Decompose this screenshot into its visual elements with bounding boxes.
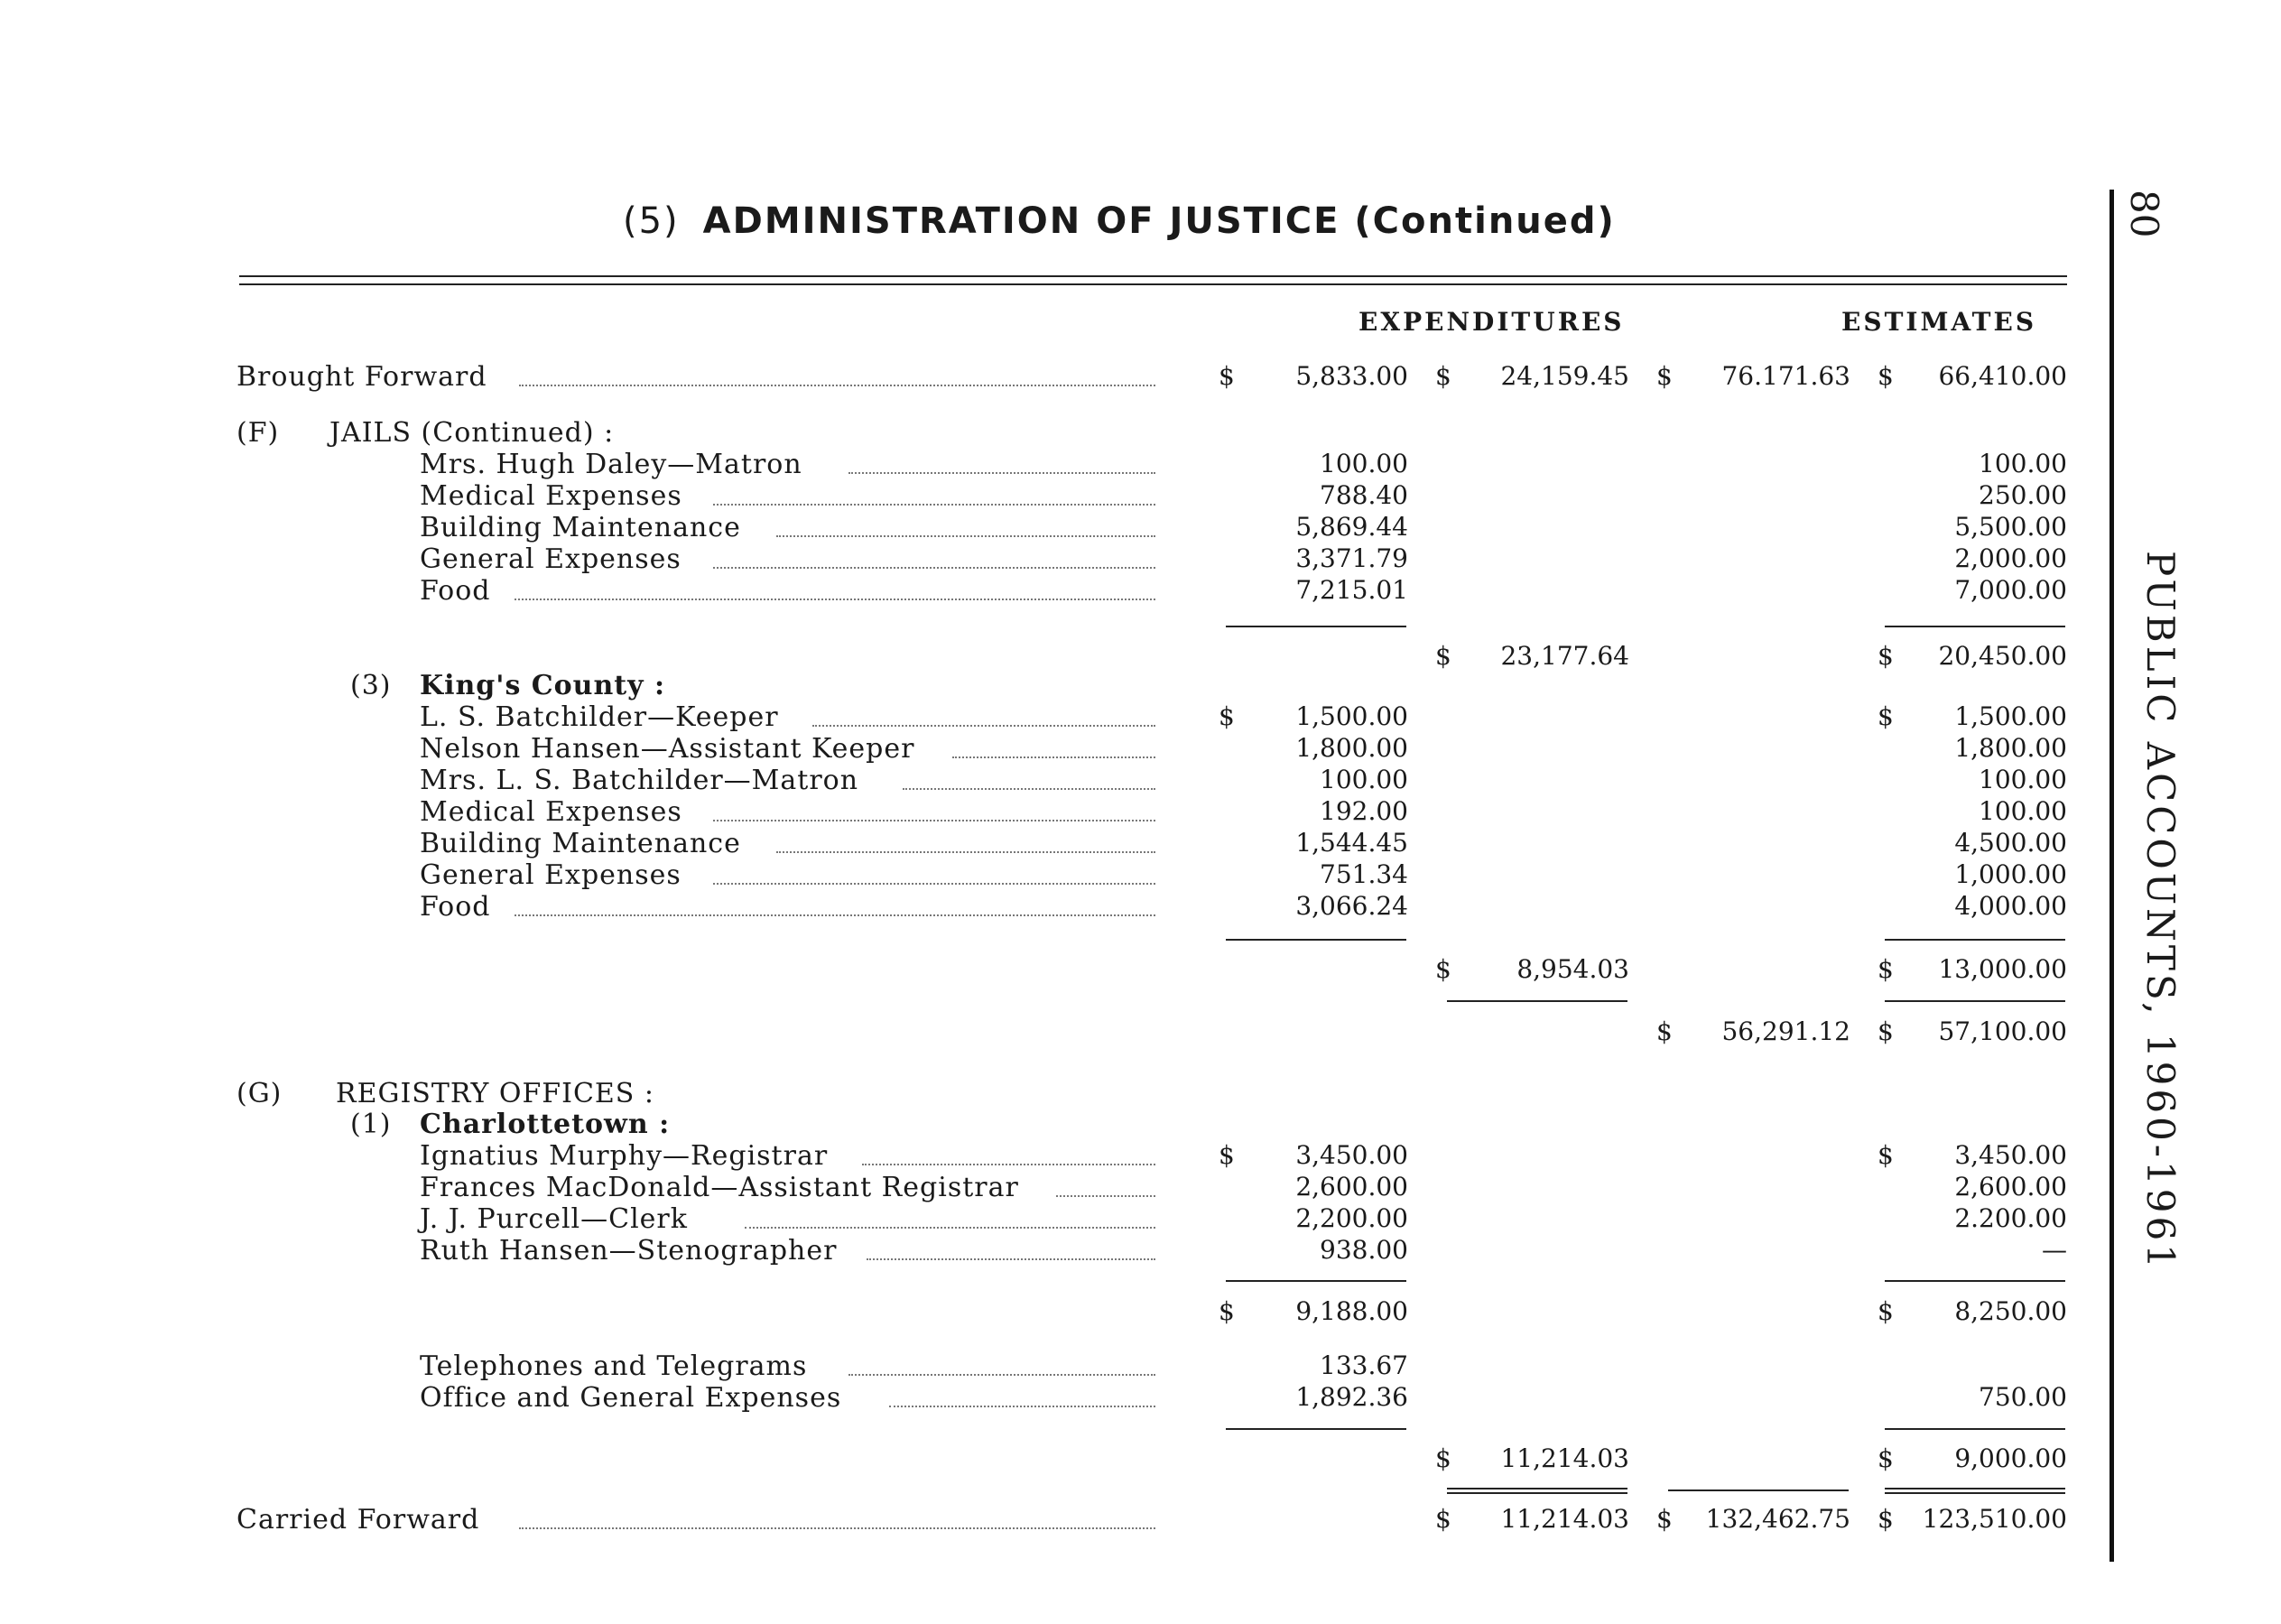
- brought-forward-c3: 76.171.63: [1721, 361, 1850, 391]
- jails-item-exp: 788.40: [1320, 480, 1408, 510]
- leader-dots: [903, 788, 1155, 790]
- dollar-sign: $: [1435, 1443, 1451, 1473]
- jails-item-est: 250.00: [1979, 480, 2067, 510]
- kings-county-marker: (3): [350, 670, 392, 701]
- registry-item-exp: 938.00: [1320, 1235, 1408, 1265]
- dollar-sign: $: [1219, 1140, 1235, 1170]
- registry-subtotal-est: 9,000.00: [1954, 1443, 2067, 1473]
- leader-dots: [515, 599, 1155, 600]
- dollar-sign: $: [1878, 1296, 1894, 1326]
- jails-item-row: [0, 512, 2094, 543]
- jails-item-row: [0, 480, 2094, 511]
- kings-item-label: General Expenses: [420, 859, 682, 891]
- registry-item-row: [0, 1203, 2094, 1234]
- dollar-sign: $: [1435, 1504, 1451, 1534]
- sum-rule: [1885, 1492, 2065, 1494]
- leader-dots: [713, 504, 1155, 506]
- leader-dots: [867, 1258, 1155, 1260]
- registry-item-exp: 3,450.00: [1295, 1140, 1408, 1170]
- page-edge-rule: [2109, 190, 2114, 1562]
- jails-item-est: 100.00: [1979, 449, 2067, 478]
- dollar-sign: $: [1878, 1504, 1894, 1534]
- jails-item-exp: 3,371.79: [1295, 543, 1408, 573]
- dollar-sign: $: [1219, 1296, 1235, 1326]
- sum-rule: [1226, 1280, 1406, 1282]
- page-number: 80: [2122, 190, 2166, 238]
- kings-item-exp: 1,544.45: [1295, 828, 1408, 858]
- kings-item-est: 100.00: [1979, 765, 2067, 794]
- registry-item-exp: 2,200.00: [1295, 1203, 1408, 1233]
- leader-dots: [776, 851, 1155, 853]
- jails-total-exp: 56,291.12: [1721, 1016, 1850, 1046]
- kings-item-label: Medical Expenses: [420, 796, 682, 828]
- expenditures-heading: EXPENDITURES: [1358, 307, 1625, 337]
- header-rule-bottom: [239, 283, 2067, 285]
- jails-item-label: Mrs. Hugh Daley—Matron: [420, 449, 802, 480]
- jails-heading-row: [0, 417, 2094, 448]
- leader-dots: [889, 1406, 1155, 1407]
- registry-item-label: Frances MacDonald—Assistant Registrar: [420, 1172, 1019, 1203]
- kings-item-exp: 192.00: [1320, 796, 1408, 826]
- jails-item-exp: 5,869.44: [1295, 512, 1408, 542]
- dollar-sign: $: [1219, 701, 1235, 731]
- carried-forward-row: [0, 1504, 2094, 1535]
- kings-county-heading-row: [0, 670, 2094, 701]
- dollar-sign: $: [1878, 1443, 1894, 1473]
- jails-subtotal-exp: 23,177.64: [1500, 641, 1629, 671]
- sum-rule: [1885, 1280, 2065, 1282]
- leader-dots: [1056, 1195, 1155, 1197]
- registry-other-label: Office and General Expenses: [420, 1382, 842, 1414]
- registry-item-row: [0, 1235, 2094, 1266]
- dollar-sign: $: [1656, 1504, 1673, 1534]
- sum-rule: [1226, 939, 1406, 941]
- leader-dots: [713, 567, 1155, 569]
- sum-rule: [1447, 1492, 1627, 1494]
- sum-rule: [1447, 1000, 1627, 1002]
- registry-item-est: —: [2042, 1235, 2067, 1265]
- kings-item-label: Nelson Hansen—Assistant Keeper: [420, 733, 915, 765]
- jails-total-row: [0, 1016, 2094, 1047]
- leader-dots: [776, 535, 1155, 537]
- dollar-sign: $: [1219, 361, 1235, 391]
- kings-subtotal-exp: 8,954.03: [1516, 954, 1629, 984]
- registry-subtotal-exp: 11,214.03: [1500, 1443, 1629, 1473]
- leader-dots: [812, 725, 1155, 727]
- leader-dots: [713, 820, 1155, 821]
- registry-salary-total-row: [0, 1296, 2094, 1327]
- jails-item-est: 7,000.00: [1954, 575, 2067, 605]
- charlottetown-heading-row: [0, 1109, 2094, 1139]
- kings-item-row: [0, 828, 2094, 858]
- kings-item-row: [0, 765, 2094, 795]
- kings-item-row: [0, 859, 2094, 890]
- registry-item-row: [0, 1172, 2094, 1202]
- registry-other-row: [0, 1350, 2094, 1381]
- kings-item-exp: 3,066.24: [1295, 891, 1408, 921]
- kings-subtotal-est: 13,000.00: [1938, 954, 2067, 984]
- kings-item-est: 4,500.00: [1954, 828, 2067, 858]
- registry-salary-total-est: 8,250.00: [1954, 1296, 2067, 1326]
- jails-item-label: Building Maintenance: [420, 512, 741, 543]
- kings-item-label: L. S. Batchilder—Keeper: [420, 701, 779, 733]
- leader-dots: [515, 914, 1155, 916]
- registry-other-exp: 133.67: [1320, 1350, 1408, 1380]
- jails-item-label: Food: [420, 575, 491, 607]
- brought-forward-c2: 24,159.45: [1500, 361, 1629, 391]
- kings-subtotal-row: [0, 954, 2094, 985]
- dollar-sign: $: [1878, 1140, 1894, 1170]
- carried-forward-label: Carried Forward: [236, 1504, 480, 1536]
- sum-rule: [1885, 1428, 2065, 1430]
- brought-forward-row: [0, 361, 2094, 392]
- registry-item-label: Ignatius Murphy—Registrar: [420, 1140, 829, 1172]
- registry-other-label: Telephones and Telegrams: [420, 1350, 808, 1382]
- registry-salary-total-exp: 9,188.00: [1295, 1296, 1408, 1326]
- dollar-sign: $: [1878, 954, 1894, 984]
- brought-forward-label: Brought Forward: [236, 361, 487, 393]
- dollar-sign: $: [1656, 361, 1673, 391]
- jails-item-row: [0, 543, 2094, 574]
- registry-subtotal-row: [0, 1443, 2094, 1474]
- sum-rule: [1226, 626, 1406, 627]
- kings-item-est: 1,800.00: [1954, 733, 2067, 763]
- leader-dots: [519, 1527, 1155, 1529]
- jails-item-exp: 100.00: [1320, 449, 1408, 478]
- leader-dots: [952, 756, 1155, 758]
- registry-heading-row: [0, 1078, 2094, 1109]
- registry-item-est: 3,450.00: [1954, 1140, 2067, 1170]
- kings-item-label: Building Maintenance: [420, 828, 741, 859]
- dollar-sign: $: [1656, 1016, 1673, 1046]
- dollar-sign: $: [1435, 954, 1451, 984]
- kings-item-label: Mrs. L. S. Batchilder—Matron: [420, 765, 859, 796]
- sum-rule: [1885, 626, 2065, 627]
- leader-dots: [862, 1164, 1155, 1165]
- jails-item-row: [0, 449, 2094, 479]
- kings-county-heading: King's County :: [420, 670, 666, 701]
- sum-rule: [1447, 1488, 1627, 1489]
- registry-item-label: J. J. Purcell—Clerk: [420, 1203, 688, 1235]
- registry-other-est: 750.00: [1979, 1382, 2067, 1412]
- sum-rule: [1885, 1000, 2065, 1002]
- kings-item-exp: 1,800.00: [1295, 733, 1408, 763]
- kings-item-row: [0, 891, 2094, 922]
- kings-item-exp: 100.00: [1320, 765, 1408, 794]
- registry-marker: (G): [236, 1078, 283, 1109]
- charlottetown-marker: (1): [350, 1109, 392, 1140]
- dollar-sign: $: [1435, 641, 1451, 671]
- kings-item-row: [0, 701, 2094, 732]
- dollar-sign: $: [1878, 641, 1894, 671]
- sum-rule: [1668, 1489, 1849, 1491]
- leader-dots: [848, 1374, 1155, 1376]
- registry-item-label: Ruth Hansen—Stenographer: [420, 1235, 838, 1267]
- registry-item-row: [0, 1140, 2094, 1171]
- sum-rule: [1226, 1428, 1406, 1430]
- leader-dots: [519, 385, 1155, 386]
- leader-dots: [848, 472, 1155, 474]
- jails-item-row: [0, 575, 2094, 606]
- sum-rule: [1885, 939, 2065, 941]
- registry-item-est: 2.200.00: [1954, 1203, 2067, 1233]
- jails-item-label: General Expenses: [420, 543, 682, 575]
- kings-item-est: 1,500.00: [1954, 701, 2067, 731]
- kings-item-row: [0, 733, 2094, 764]
- page-title: [623, 200, 1616, 242]
- kings-item-exp: 751.34: [1320, 859, 1408, 889]
- dollar-sign: $: [1878, 1016, 1894, 1046]
- jails-item-label: Medical Expenses: [420, 480, 682, 512]
- carried-forward-c4: 123,510.00: [1922, 1504, 2067, 1534]
- jails-total-est: 57,100.00: [1938, 1016, 2067, 1046]
- carried-forward-c2: 11,214.03: [1500, 1504, 1629, 1534]
- estimates-heading: ESTIMATES: [1841, 307, 2037, 337]
- leader-dots: [745, 1227, 1155, 1229]
- registry-other-exp: 1,892.36: [1295, 1382, 1408, 1412]
- brought-forward-c4: 66,410.00: [1938, 361, 2067, 391]
- dollar-sign: $: [1878, 361, 1894, 391]
- dollar-sign: $: [1878, 701, 1894, 731]
- kings-item-row: [0, 796, 2094, 827]
- sum-rule: [1885, 1488, 2065, 1489]
- kings-item-est: 1,000.00: [1954, 859, 2067, 889]
- header-rule-top: [239, 275, 2067, 277]
- kings-item-exp: 1,500.00: [1295, 701, 1408, 731]
- section-title: ADMINISTRATION OF JUSTICE (Continued): [702, 200, 1616, 242]
- jails-marker: (F): [236, 417, 280, 449]
- kings-item-est: 4,000.00: [1954, 891, 2067, 921]
- registry-heading: REGISTRY OFFICES :: [336, 1078, 654, 1109]
- running-title: PUBLIC ACCOUNTS, 1960-1961: [2138, 551, 2183, 1272]
- kings-item-label: Food: [420, 891, 491, 923]
- carried-forward-c3: 132,462.75: [1705, 1504, 1850, 1534]
- jails-item-exp: 7,215.01: [1295, 575, 1408, 605]
- jails-subtotal-row: [0, 641, 2094, 672]
- registry-item-est: 2,600.00: [1954, 1172, 2067, 1202]
- registry-other-row: [0, 1382, 2094, 1413]
- jails-heading: JAILS (Continued) :: [329, 417, 615, 449]
- charlottetown-heading: Charlottetown :: [420, 1109, 671, 1140]
- brought-forward-c1: 5,833.00: [1295, 361, 1408, 391]
- leader-dots: [713, 883, 1155, 885]
- kings-item-est: 100.00: [1979, 796, 2067, 826]
- section-number: (5): [623, 200, 680, 242]
- dollar-sign: $: [1435, 361, 1451, 391]
- jails-item-est: 2,000.00: [1954, 543, 2067, 573]
- registry-item-exp: 2,600.00: [1295, 1172, 1408, 1202]
- jails-item-est: 5,500.00: [1954, 512, 2067, 542]
- jails-subtotal-est: 20,450.00: [1938, 641, 2067, 671]
